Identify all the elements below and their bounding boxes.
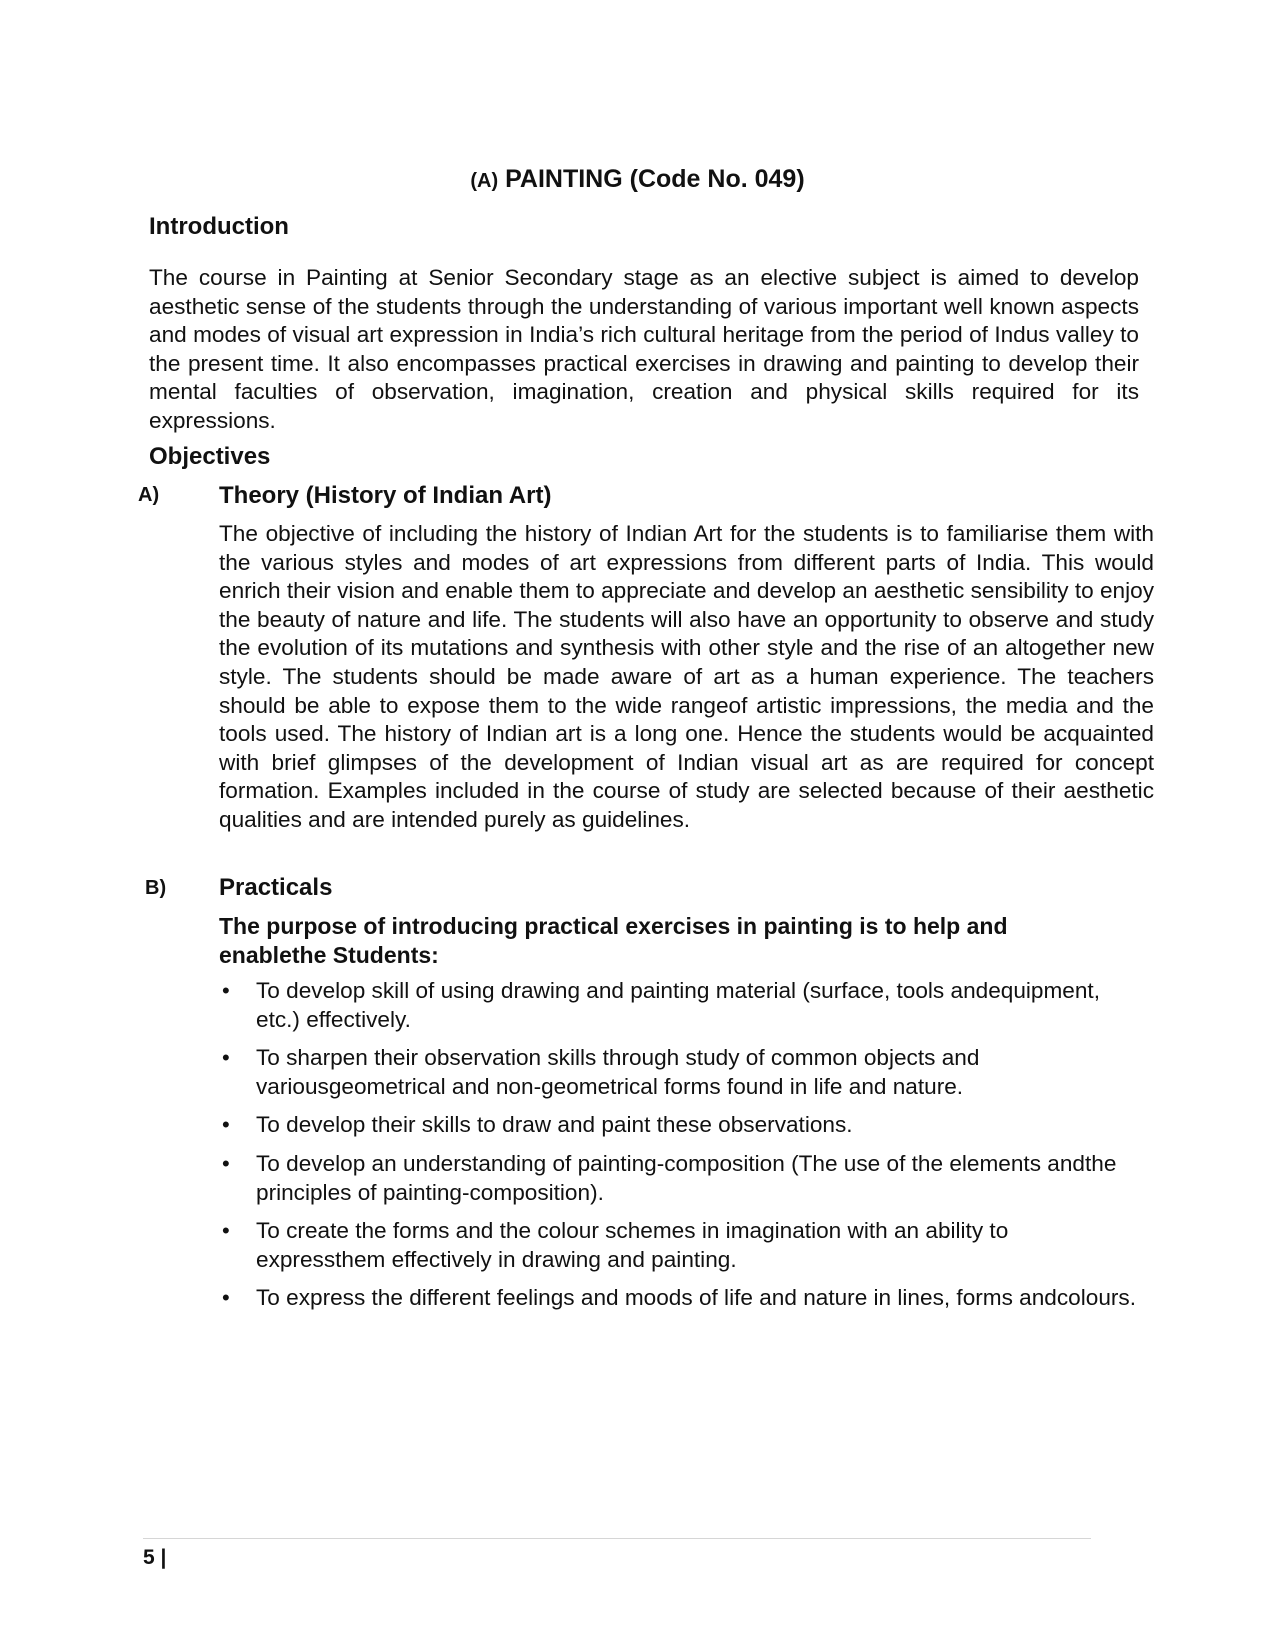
practicals-heading: Practicals (219, 874, 333, 901)
list-item (219, 977, 1139, 1034)
list-item-text: To develop their skills to draw and paint these observations. (256, 1112, 853, 1138)
bullet-icon: • (222, 1045, 230, 1071)
list-item (219, 1284, 1139, 1313)
title-prefix: (A) (470, 170, 499, 192)
objectives-heading: Objectives (149, 443, 271, 470)
list-item (219, 1111, 1139, 1140)
list-item (219, 1044, 1139, 1101)
theory-heading: Theory (History of Indian Art) (219, 482, 552, 509)
list-item-text: To develop an understanding of painting-composition (The use of the elements andthe principles of painting-composition). (256, 1150, 1117, 1205)
practicals-bullet-list (219, 977, 1139, 1323)
theory-letter: A) (138, 484, 160, 506)
bullet-icon: • (222, 978, 230, 1003)
list-item-text: To sharpen their observation skills through study of common objects and variousgeometrical and non-geometrical forms found in life and nature. (256, 1045, 980, 1099)
bullet-icon: • (222, 1285, 230, 1311)
practicals-purpose: The purpose of introducing practical exercises in painting is to help and enablethe Students: (219, 913, 1008, 968)
list-item-text: To create the forms and the colour schemes in imagination with an ability to expressthem effectively in drawing and painting. (256, 1218, 1009, 1272)
footer-divider (143, 1538, 1091, 1539)
title-main: PAINTING (Code No. 049) (505, 165, 805, 193)
bullet-icon: • (222, 1112, 230, 1138)
list-item-text: To develop skill of using drawing and painting material (surface, tools andequipment, etc.) effectively. (256, 978, 1100, 1032)
page-number: 5 | (143, 1546, 167, 1569)
introduction-heading: Introduction (149, 213, 289, 240)
practicals-letter: B) (145, 877, 167, 899)
list-item-text: To express the different feelings and moods of life and nature in lines, forms andcolours. (256, 1285, 1136, 1311)
list-item (219, 1150, 1139, 1207)
bullet-icon: • (222, 1150, 230, 1176)
page-title (0, 165, 1275, 194)
introduction-text: The course in Painting at Senior Secondary stage as an elective subject is aimed to develop aesthetic sense of the students through the understanding of various important well known aspects and modes of visual art expression in India’s rich cultural heritage from the period of Indus valley to the present time. It also encompasses practical exercises in drawing and painting to develop their mental faculties of observation, imagination, creation and physical skills required for its expressions. (149, 265, 1139, 433)
bullet-icon: • (222, 1218, 230, 1244)
theory-text: The objective of including the history of Indian Art for the students is to familiarise them with the various styles and modes of art expressions from different parts of India. This would enrich their vision and enable them to appreciate and develop an aesthetic sensibility to enjoy the beauty of nature and life. The students will also have an opportunity to observe and study the evolution of its mutations and synthesis with other style and the rise of an altogether new style. The students should be made aware of art as a human experience. The teachers should be able to expose them to the wide rangeof artistic impressions, the media and the tools used. The history of Indian art is a long one. Hence the students would be acquainted with brief glimpses of the development of Indian visual art as are required for concept formation. Examples included in the course of study are selected because of their aesthetic qualities and are intended purely as guidelines. (219, 521, 1154, 832)
list-item (219, 1217, 1139, 1274)
